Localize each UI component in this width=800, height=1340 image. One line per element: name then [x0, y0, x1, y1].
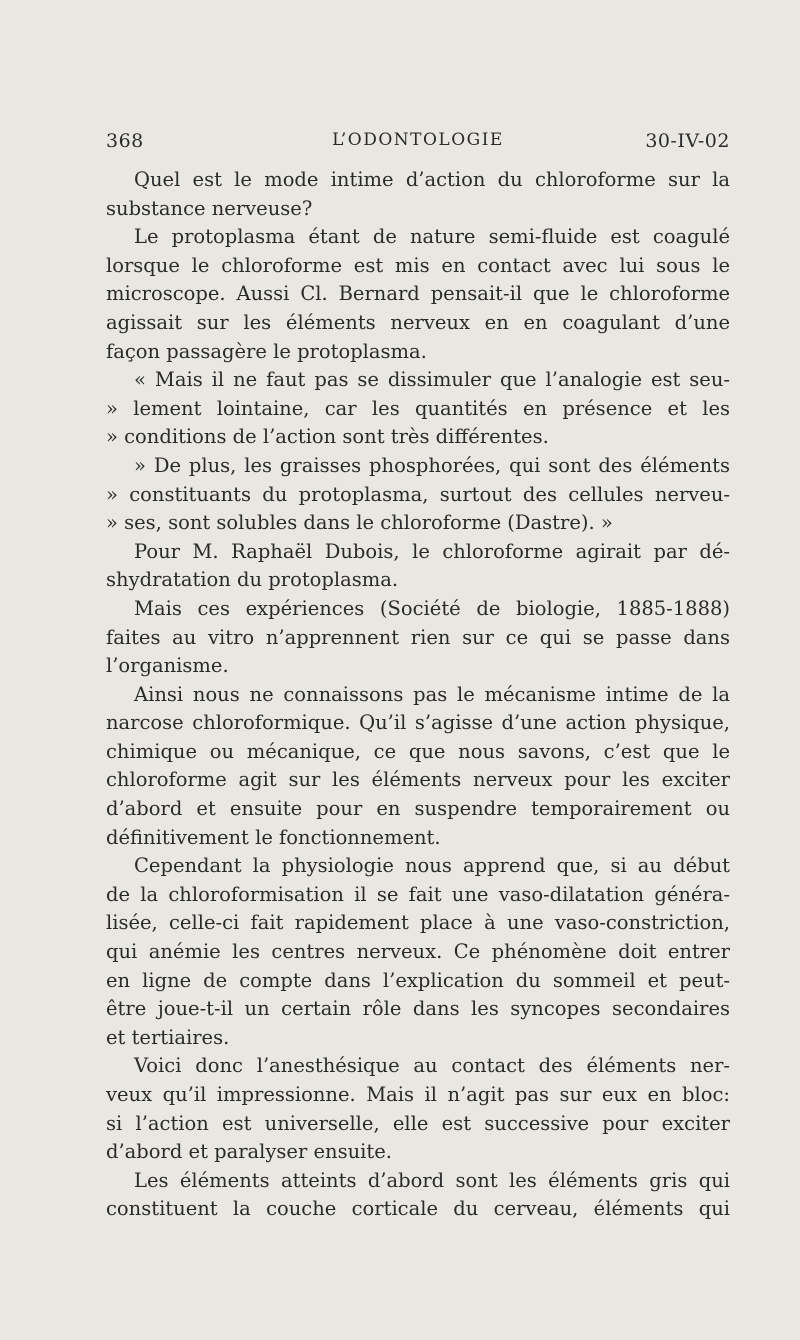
- text-line: qui anémie les centres nerveux. Ce phénomène doit entrer: [106, 940, 730, 964]
- text-line: shydratation du protoplasma.: [106, 568, 399, 592]
- text-line: Voici donc l’anesthésique au contact des éléments ner-: [134, 1054, 730, 1078]
- text-line: en ligne de compte dans l’explication du sommeil et peut-: [106, 968, 730, 992]
- text-line: narcose chloroformique. Qu’il s’agisse d’une action physique,: [106, 711, 730, 735]
- text-line: chimique ou mécanique, ce que nous savons, c’est que le: [106, 739, 730, 763]
- page-header: [106, 130, 730, 158]
- text-line: Cependant la physiologie nous apprend que, si au début: [134, 854, 730, 878]
- text-line: Mais ces expériences (Société de biologie, 1885-1888): [134, 596, 730, 620]
- page-number: 368: [106, 130, 144, 152]
- text-line: façon passagère le protoplasma.: [106, 339, 427, 363]
- text-line: » ses, sont solubles dans le chloroforme (Dastre). »: [106, 511, 613, 535]
- running-title: L’ODONTOLOGIE: [332, 130, 504, 150]
- text-line: » lement lointaine, car les quantités en présence et les: [106, 396, 730, 420]
- text-line: » conditions de l’action sont très différentes.: [106, 425, 549, 449]
- text-line: Ainsi nous ne connaissons pas le mécanisme intime de la: [134, 682, 730, 706]
- body-text: [106, 166, 730, 1224]
- text-line: si l’action est universelle, elle est successive pour exciter: [106, 1111, 730, 1135]
- text-line: faites au vitro n’apprennent rien sur ce qui se passe dans: [106, 625, 730, 649]
- text-line: chloroforme agit sur les éléments nerveux pour les exciter: [106, 768, 730, 792]
- text-line: microscope. Aussi Cl. Bernard pensait-il que le chloroforme: [106, 282, 730, 306]
- text-line: définitivement le fonctionnement.: [106, 825, 441, 849]
- text-line: d’abord et ensuite pour en suspendre temporairement ou: [106, 797, 730, 821]
- text-line: veux qu’il impressionne. Mais il n’agit pas sur eux en bloc:: [106, 1083, 730, 1106]
- text-line: lorsque le chloroforme est mis en contact avec lui sous le: [106, 253, 730, 277]
- text-line: Quel est le mode intime d’action du chloroforme sur la: [134, 168, 730, 191]
- text-line: Le protoplasma étant de nature semi-fluide est coagulé: [134, 225, 730, 249]
- text-line: « Mais il ne faut pas se dissimuler que l’analogie est seu-: [134, 368, 730, 392]
- text-line: l’organisme.: [106, 654, 229, 678]
- text-line: Les éléments atteints d’abord sont les éléments gris qui: [134, 1168, 730, 1192]
- text-line: constituent la couche corticale du cerveau, éléments qui: [106, 1197, 730, 1221]
- text-line: être joue-t-il un certain rôle dans les syncopes secondaires: [106, 997, 730, 1021]
- text-line: et tertiaires.: [106, 1025, 230, 1049]
- text-line: de la chloroformisation il se fait une vaso-dilatation généra-: [106, 882, 730, 906]
- text-line: Pour M. Raphaël Dubois, le chloroforme agirait par dé-: [134, 539, 730, 563]
- text-line: d’abord et paralyser ensuite.: [106, 1140, 392, 1164]
- issue-date: 30-IV-02: [645, 130, 730, 152]
- text-line: » De plus, les graisses phosphorées, qui sont des éléments: [134, 453, 730, 477]
- text-line: » constituants du protoplasma, surtout des cellules nerveu-: [106, 482, 730, 506]
- text-line: lisée, celle-ci fait rapidement place à une vaso-constriction,: [106, 911, 730, 935]
- text-line: substance nerveuse?: [106, 196, 313, 220]
- text-line: agissait sur les éléments nerveux en en coagulant d’une: [106, 310, 730, 334]
